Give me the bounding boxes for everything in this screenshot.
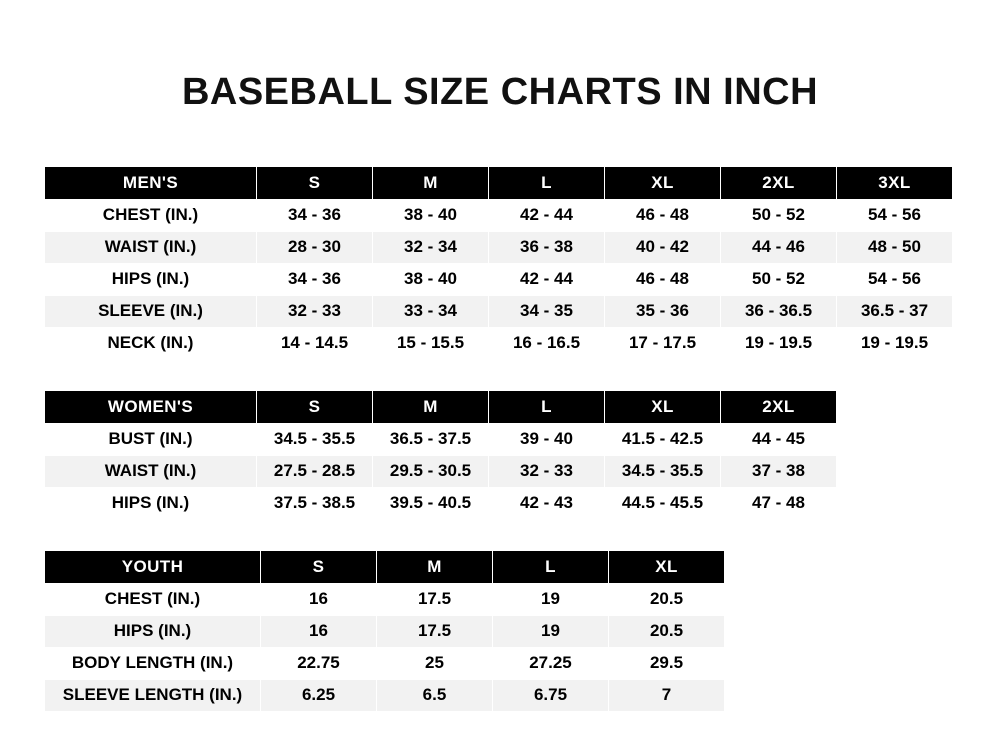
column-header: XL [609,550,725,583]
row-label: CHEST (IN.) [45,199,257,231]
column-header: YOUTH [45,550,261,583]
table-cell: 32 - 34 [373,231,489,263]
tables-container [0,166,1000,712]
table-cell: 32 - 33 [257,295,373,327]
table-cell: 6.5 [377,679,493,711]
table-cell: 46 - 48 [605,263,721,295]
table-cell: 17.5 [377,615,493,647]
column-header: 2XL [721,166,837,199]
table-cell: 39.5 - 40.5 [373,487,489,519]
table-cell: 39 - 40 [489,423,605,455]
table-cell: 34 - 36 [257,263,373,295]
table-cell: 48 - 50 [837,231,953,263]
row-label: SLEEVE LENGTH (IN.) [45,679,261,711]
row-label: BUST (IN.) [45,423,257,455]
table-row [45,615,725,647]
womens-size-table [44,390,837,520]
table-cell: 6.75 [493,679,609,711]
table-cell: 37.5 - 38.5 [257,487,373,519]
table-spacer [44,360,956,390]
table-cell: 36 - 36.5 [721,295,837,327]
table-row [45,295,953,327]
column-header: S [257,166,373,199]
table-cell: 47 - 48 [721,487,837,519]
table-cell: 36.5 - 37.5 [373,423,489,455]
table-cell: 36 - 38 [489,231,605,263]
table-cell: 29.5 [609,647,725,679]
table-cell: 50 - 52 [721,199,837,231]
column-header: MEN'S [45,166,257,199]
row-label: BODY LENGTH (IN.) [45,647,261,679]
page-title: BASEBALL SIZE CHARTS IN INCH [181,71,819,113]
table-cell: 7 [609,679,725,711]
table-cell: 38 - 40 [373,199,489,231]
row-label: CHEST (IN.) [45,583,261,615]
table-row [45,679,725,711]
row-label: WAIST (IN.) [45,455,257,487]
column-header: M [373,166,489,199]
table-cell: 27.5 - 28.5 [257,455,373,487]
column-header: L [489,390,605,423]
table-cell: 20.5 [609,615,725,647]
column-header: L [493,550,609,583]
column-header: 3XL [837,166,953,199]
column-header: S [261,550,377,583]
youth-size-table [44,550,725,712]
table-cell: 16 [261,583,377,615]
table-row [45,263,953,295]
table-cell: 28 - 30 [257,231,373,263]
table-cell: 41.5 - 42.5 [605,423,721,455]
table-cell: 42 - 44 [489,199,605,231]
table-row [45,423,837,455]
table-cell: 17.5 [377,583,493,615]
column-header: XL [605,390,721,423]
column-header: M [373,390,489,423]
row-label: HIPS (IN.) [45,487,257,519]
row-label: HIPS (IN.) [45,263,257,295]
table-cell: 46 - 48 [605,199,721,231]
table-cell: 32 - 33 [489,455,605,487]
table-cell: 16 [261,615,377,647]
table-cell: 40 - 42 [605,231,721,263]
table-cell: 27.25 [493,647,609,679]
table-cell: 19 [493,615,609,647]
table-cell: 44 - 46 [721,231,837,263]
table-cell: 36.5 - 37 [837,295,953,327]
table-cell: 35 - 36 [605,295,721,327]
table-cell: 34.5 - 35.5 [257,423,373,455]
table-cell: 42 - 43 [489,487,605,519]
row-label: NECK (IN.) [45,327,257,359]
table-cell: 16 - 16.5 [489,327,605,359]
table-header-row [45,166,953,199]
column-header: M [377,550,493,583]
table-cell: 37 - 38 [721,455,837,487]
table-cell: 25 [377,647,493,679]
table-cell: 34 - 36 [257,199,373,231]
table-cell: 6.25 [261,679,377,711]
table-cell: 19 - 19.5 [837,327,953,359]
row-label: SLEEVE (IN.) [45,295,257,327]
table-spacer [44,520,956,550]
table-cell: 42 - 44 [489,263,605,295]
table-cell: 54 - 56 [837,263,953,295]
table-header-row [45,390,837,423]
row-label: HIPS (IN.) [45,615,261,647]
table-cell: 50 - 52 [721,263,837,295]
table-cell: 54 - 56 [837,199,953,231]
table-cell: 19 - 19.5 [721,327,837,359]
table-row [45,583,725,615]
table-cell: 33 - 34 [373,295,489,327]
table-cell: 44.5 - 45.5 [605,487,721,519]
table-cell: 29.5 - 30.5 [373,455,489,487]
table-cell: 14 - 14.5 [257,327,373,359]
column-header: S [257,390,373,423]
table-row [45,647,725,679]
table-cell: 15 - 15.5 [373,327,489,359]
column-header: WOMEN'S [45,390,257,423]
table-row [45,327,953,359]
table-cell: 20.5 [609,583,725,615]
table-cell: 17 - 17.5 [605,327,721,359]
table-header-row [45,550,725,583]
row-label: WAIST (IN.) [45,231,257,263]
table-row [45,231,953,263]
table-row [45,199,953,231]
column-header: 2XL [721,390,837,423]
table-cell: 44 - 45 [721,423,837,455]
table-row [45,455,837,487]
column-header: XL [605,166,721,199]
mens-size-table [44,166,953,360]
table-cell: 19 [493,583,609,615]
table-cell: 38 - 40 [373,263,489,295]
table-cell: 22.75 [261,647,377,679]
table-cell: 34.5 - 35.5 [605,455,721,487]
table-row [45,487,837,519]
column-header: L [489,166,605,199]
table-cell: 34 - 35 [489,295,605,327]
